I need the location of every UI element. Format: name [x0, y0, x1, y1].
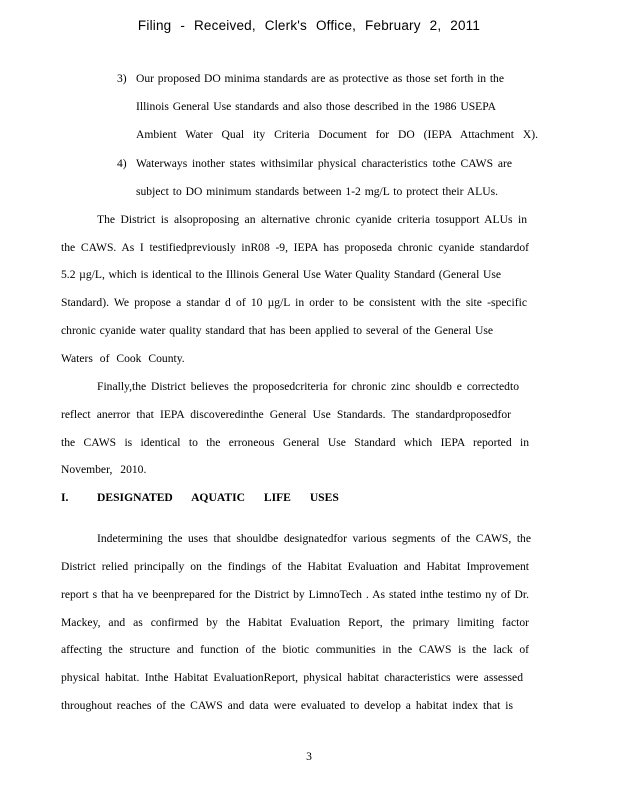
list-item-line: subject to DO minimum standards between 1-2 mg/L to protect their ALUs. [136, 185, 498, 198]
body-line: 5.2 µg/L, which is identical to the Illinois General Use Water Quality Standard (General Use [61, 268, 501, 281]
body-line: the CAWS. As I testifiedpreviously inR08 -9, IEPA has proposeda chronic cyanide standardof [61, 241, 529, 254]
list-item-line: Ambient Water Qual ity Criteria Document for DO (IEPA Attachment X). [136, 128, 538, 141]
body-line: physical habitat. Inthe Habitat EvaluationReport, physical habitat characteristics were assessed [61, 671, 523, 684]
page-number: 3 [306, 750, 312, 763]
body-line: November, 2010. [61, 463, 147, 476]
section-heading: DESIGNATED AQUATIC LIFE USES [97, 491, 339, 504]
body-line: chronic cyanide water quality standard that has been applied to several of the General Use [61, 324, 493, 337]
body-line: throughout reaches of the CAWS and data were evaluated to develop a habitat index that is [61, 699, 513, 712]
body-line: Waters of Cook County. [61, 352, 185, 365]
filing-header: Filing - Received, Clerk's Office, February 2, 2011 [137, 18, 481, 33]
list-number: 4) [117, 157, 127, 170]
list-item-line: Our proposed DO minima standards are as protective as those set forth in the [136, 72, 504, 85]
body-line: The District is alsoproposing an alternative chronic cyanide criteria tosupport ALUs in [97, 213, 527, 226]
list-item-line: Illinois General Use standards and also those described in the 1986 USEPA [136, 100, 496, 113]
body-line: Indetermining the uses that shouldbe designatedfor various segments of the CAWS, the [97, 532, 531, 545]
body-line: the CAWS is identical to the erroneous General Use Standard which IEPA reported in [61, 436, 529, 449]
body-line: reflect anerror that IEPA discoveredinthe General Use Standards. The standardproposedfor [61, 408, 511, 421]
body-line: Mackey, and as confirmed by the Habitat Evaluation Report, the primary limiting factor [61, 616, 529, 629]
list-item-line: Waterways inother states withsimilar physical characteristics tothe CAWS are [136, 157, 512, 170]
body-line: District relied principally on the findings of the Habitat Evaluation and Habitat Improvement [61, 560, 529, 573]
body-line: Finally,the District believes the proposedcriteria for chronic zinc shouldb e correctedto [97, 380, 519, 393]
section-number: I. [61, 491, 69, 504]
body-line: affecting the structure and function of the biotic communities in the CAWS is the lack of [61, 643, 529, 656]
body-line: report s that ha ve beenprepared for the District by LimnoTech . As stated inthe testimo ny of Dr. [61, 588, 529, 601]
list-number: 3) [117, 72, 127, 85]
body-line: Standard). We propose a standar d of 10 µg/L in order to be consistent with the site -specific [61, 296, 527, 309]
